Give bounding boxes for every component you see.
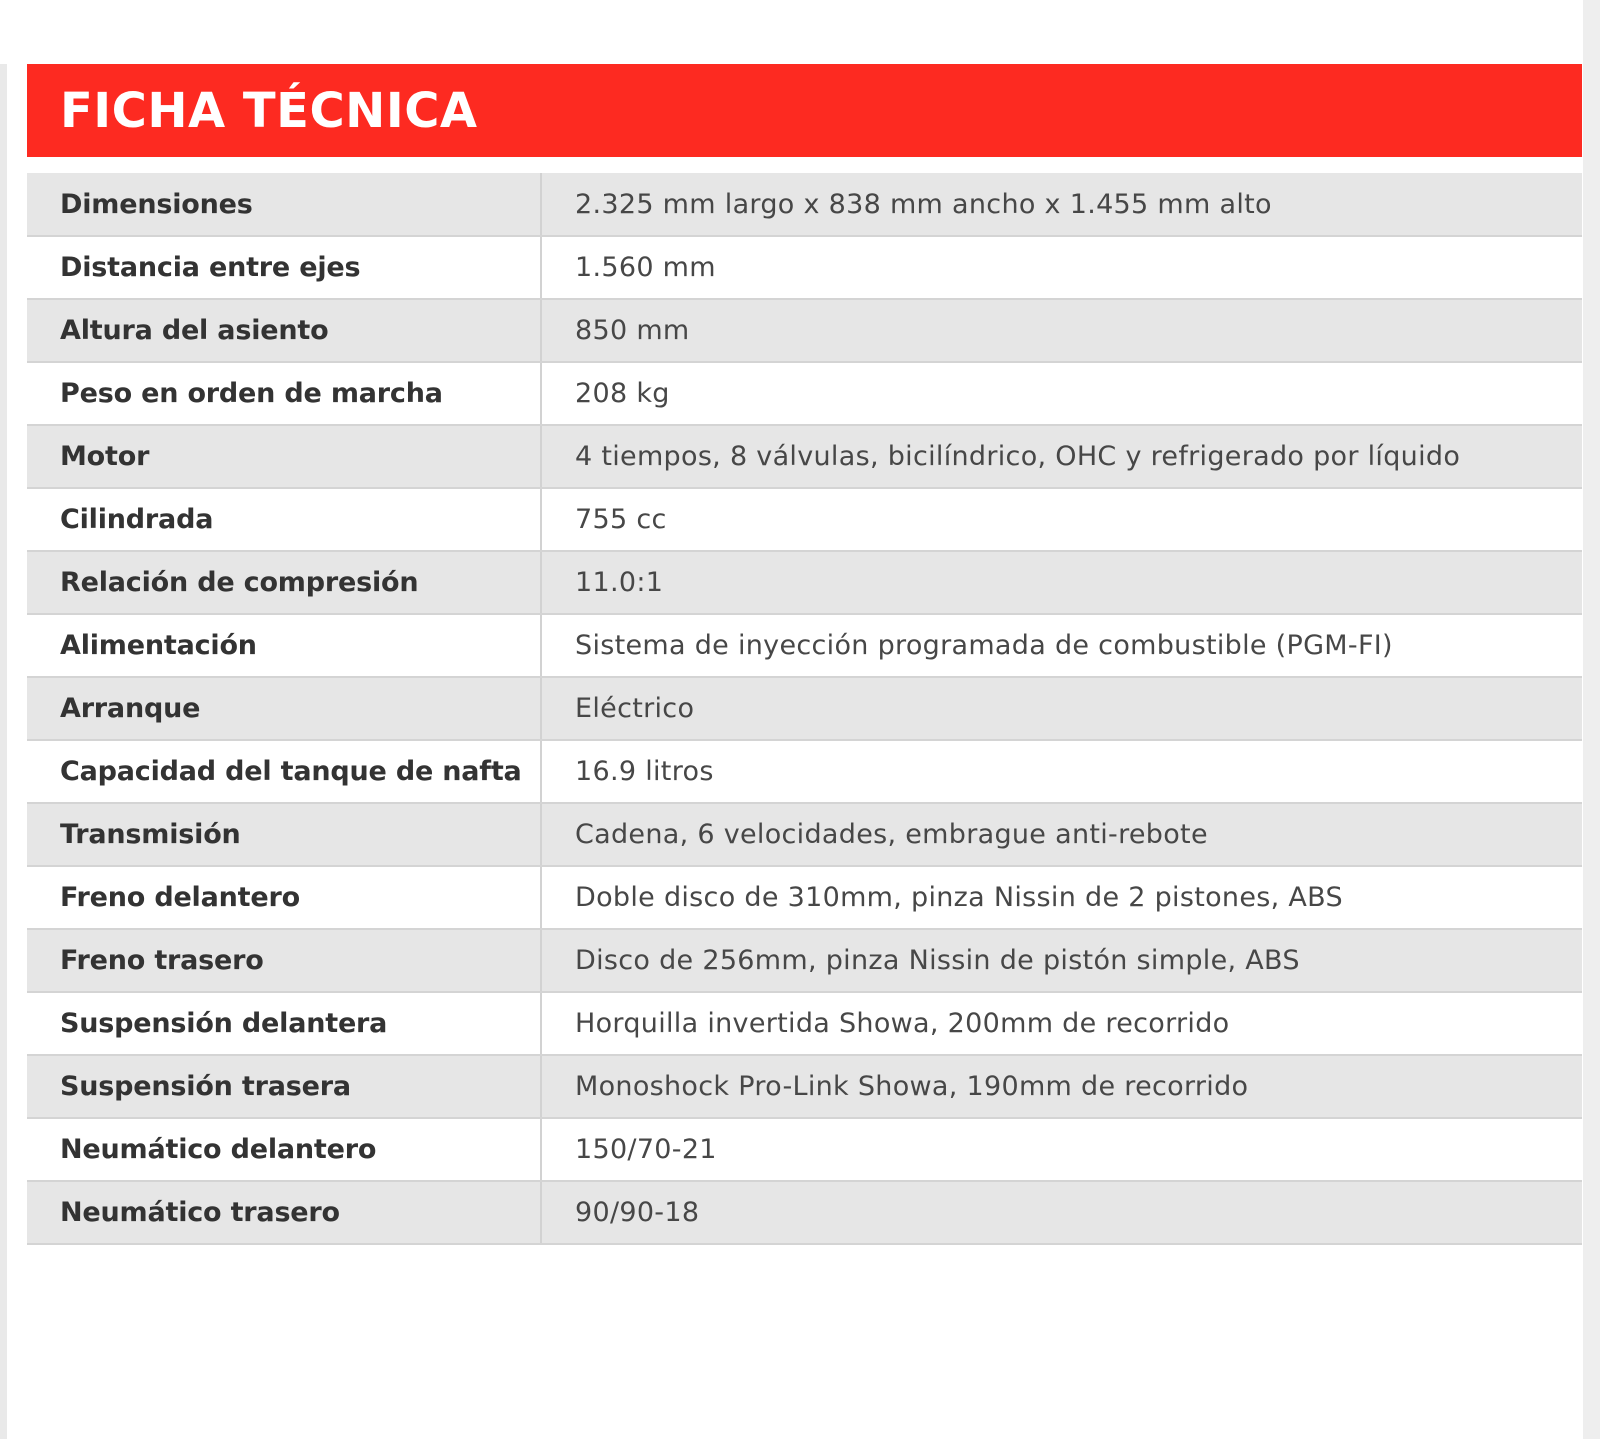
spec-value: 755 cc	[541, 488, 1582, 551]
spec-value: 2.325 mm largo x 838 mm ancho x 1.455 mm alto	[541, 173, 1582, 236]
spec-value: 4 tiempos, 8 válvulas, bicilíndrico, OHC y refrigerado por líquido	[541, 425, 1582, 488]
spec-label: Cilindrada	[27, 488, 541, 551]
spec-value: 850 mm	[541, 299, 1582, 362]
spec-label: Arranque	[27, 677, 541, 740]
table-row	[27, 425, 1582, 488]
spec-value: 16.9 litros	[541, 740, 1582, 803]
table-row	[27, 992, 1582, 1055]
spec-label: Peso en orden de marcha	[27, 362, 541, 425]
table-row	[27, 677, 1582, 740]
table-row	[27, 929, 1582, 992]
page-title: FICHA TÉCNICA	[60, 82, 478, 139]
spec-table	[27, 173, 1582, 1245]
spec-label: Dimensiones	[27, 173, 541, 236]
spec-label: Freno trasero	[27, 929, 541, 992]
spec-label: Motor	[27, 425, 541, 488]
table-row	[27, 1055, 1582, 1118]
spec-label: Transmisión	[27, 803, 541, 866]
right-edge-shadow	[1583, 0, 1600, 1439]
spec-value: Eléctrico	[541, 677, 1582, 740]
table-row	[27, 488, 1582, 551]
spec-label: Freno delantero	[27, 866, 541, 929]
spec-value: 150/70-21	[541, 1118, 1582, 1181]
table-row	[27, 299, 1582, 362]
table-row	[27, 614, 1582, 677]
spec-value: Doble disco de 310mm, pinza Nissin de 2 pistones, ABS	[541, 866, 1582, 929]
spec-value: Disco de 256mm, pinza Nissin de pistón simple, ABS	[541, 929, 1582, 992]
spec-label: Suspensión delantera	[27, 992, 541, 1055]
spec-label: Distancia entre ejes	[27, 236, 541, 299]
spec-label: Alimentación	[27, 614, 541, 677]
spec-value: Cadena, 6 velocidades, embrague anti-rebote	[541, 803, 1582, 866]
spec-value: 90/90-18	[541, 1181, 1582, 1244]
spec-value: 11.0:1	[541, 551, 1582, 614]
spec-label: Suspensión trasera	[27, 1055, 541, 1118]
title-banner	[27, 64, 1582, 157]
spec-value: Horquilla invertida Showa, 200mm de recorrido	[541, 992, 1582, 1055]
table-row	[27, 803, 1582, 866]
table-row	[27, 173, 1582, 236]
spec-sheet	[27, 64, 1582, 1245]
table-row	[27, 740, 1582, 803]
spec-label: Neumático delantero	[27, 1118, 541, 1181]
table-row	[27, 1118, 1582, 1181]
table-row	[27, 1181, 1582, 1244]
table-row	[27, 236, 1582, 299]
spec-value: Sistema de inyección programada de combustible (PGM-FI)	[541, 614, 1582, 677]
spec-value: 208 kg	[541, 362, 1582, 425]
spec-value: 1.560 mm	[541, 236, 1582, 299]
left-edge-shadow	[0, 64, 7, 1439]
spec-label: Relación de compresión	[27, 551, 541, 614]
spec-label: Neumático trasero	[27, 1181, 541, 1244]
table-row	[27, 362, 1582, 425]
table-row	[27, 551, 1582, 614]
spec-label: Capacidad del tanque de nafta	[27, 740, 541, 803]
spec-value: Monoshock Pro-Link Showa, 190mm de recorrido	[541, 1055, 1582, 1118]
table-row	[27, 866, 1582, 929]
spec-label: Altura del asiento	[27, 299, 541, 362]
